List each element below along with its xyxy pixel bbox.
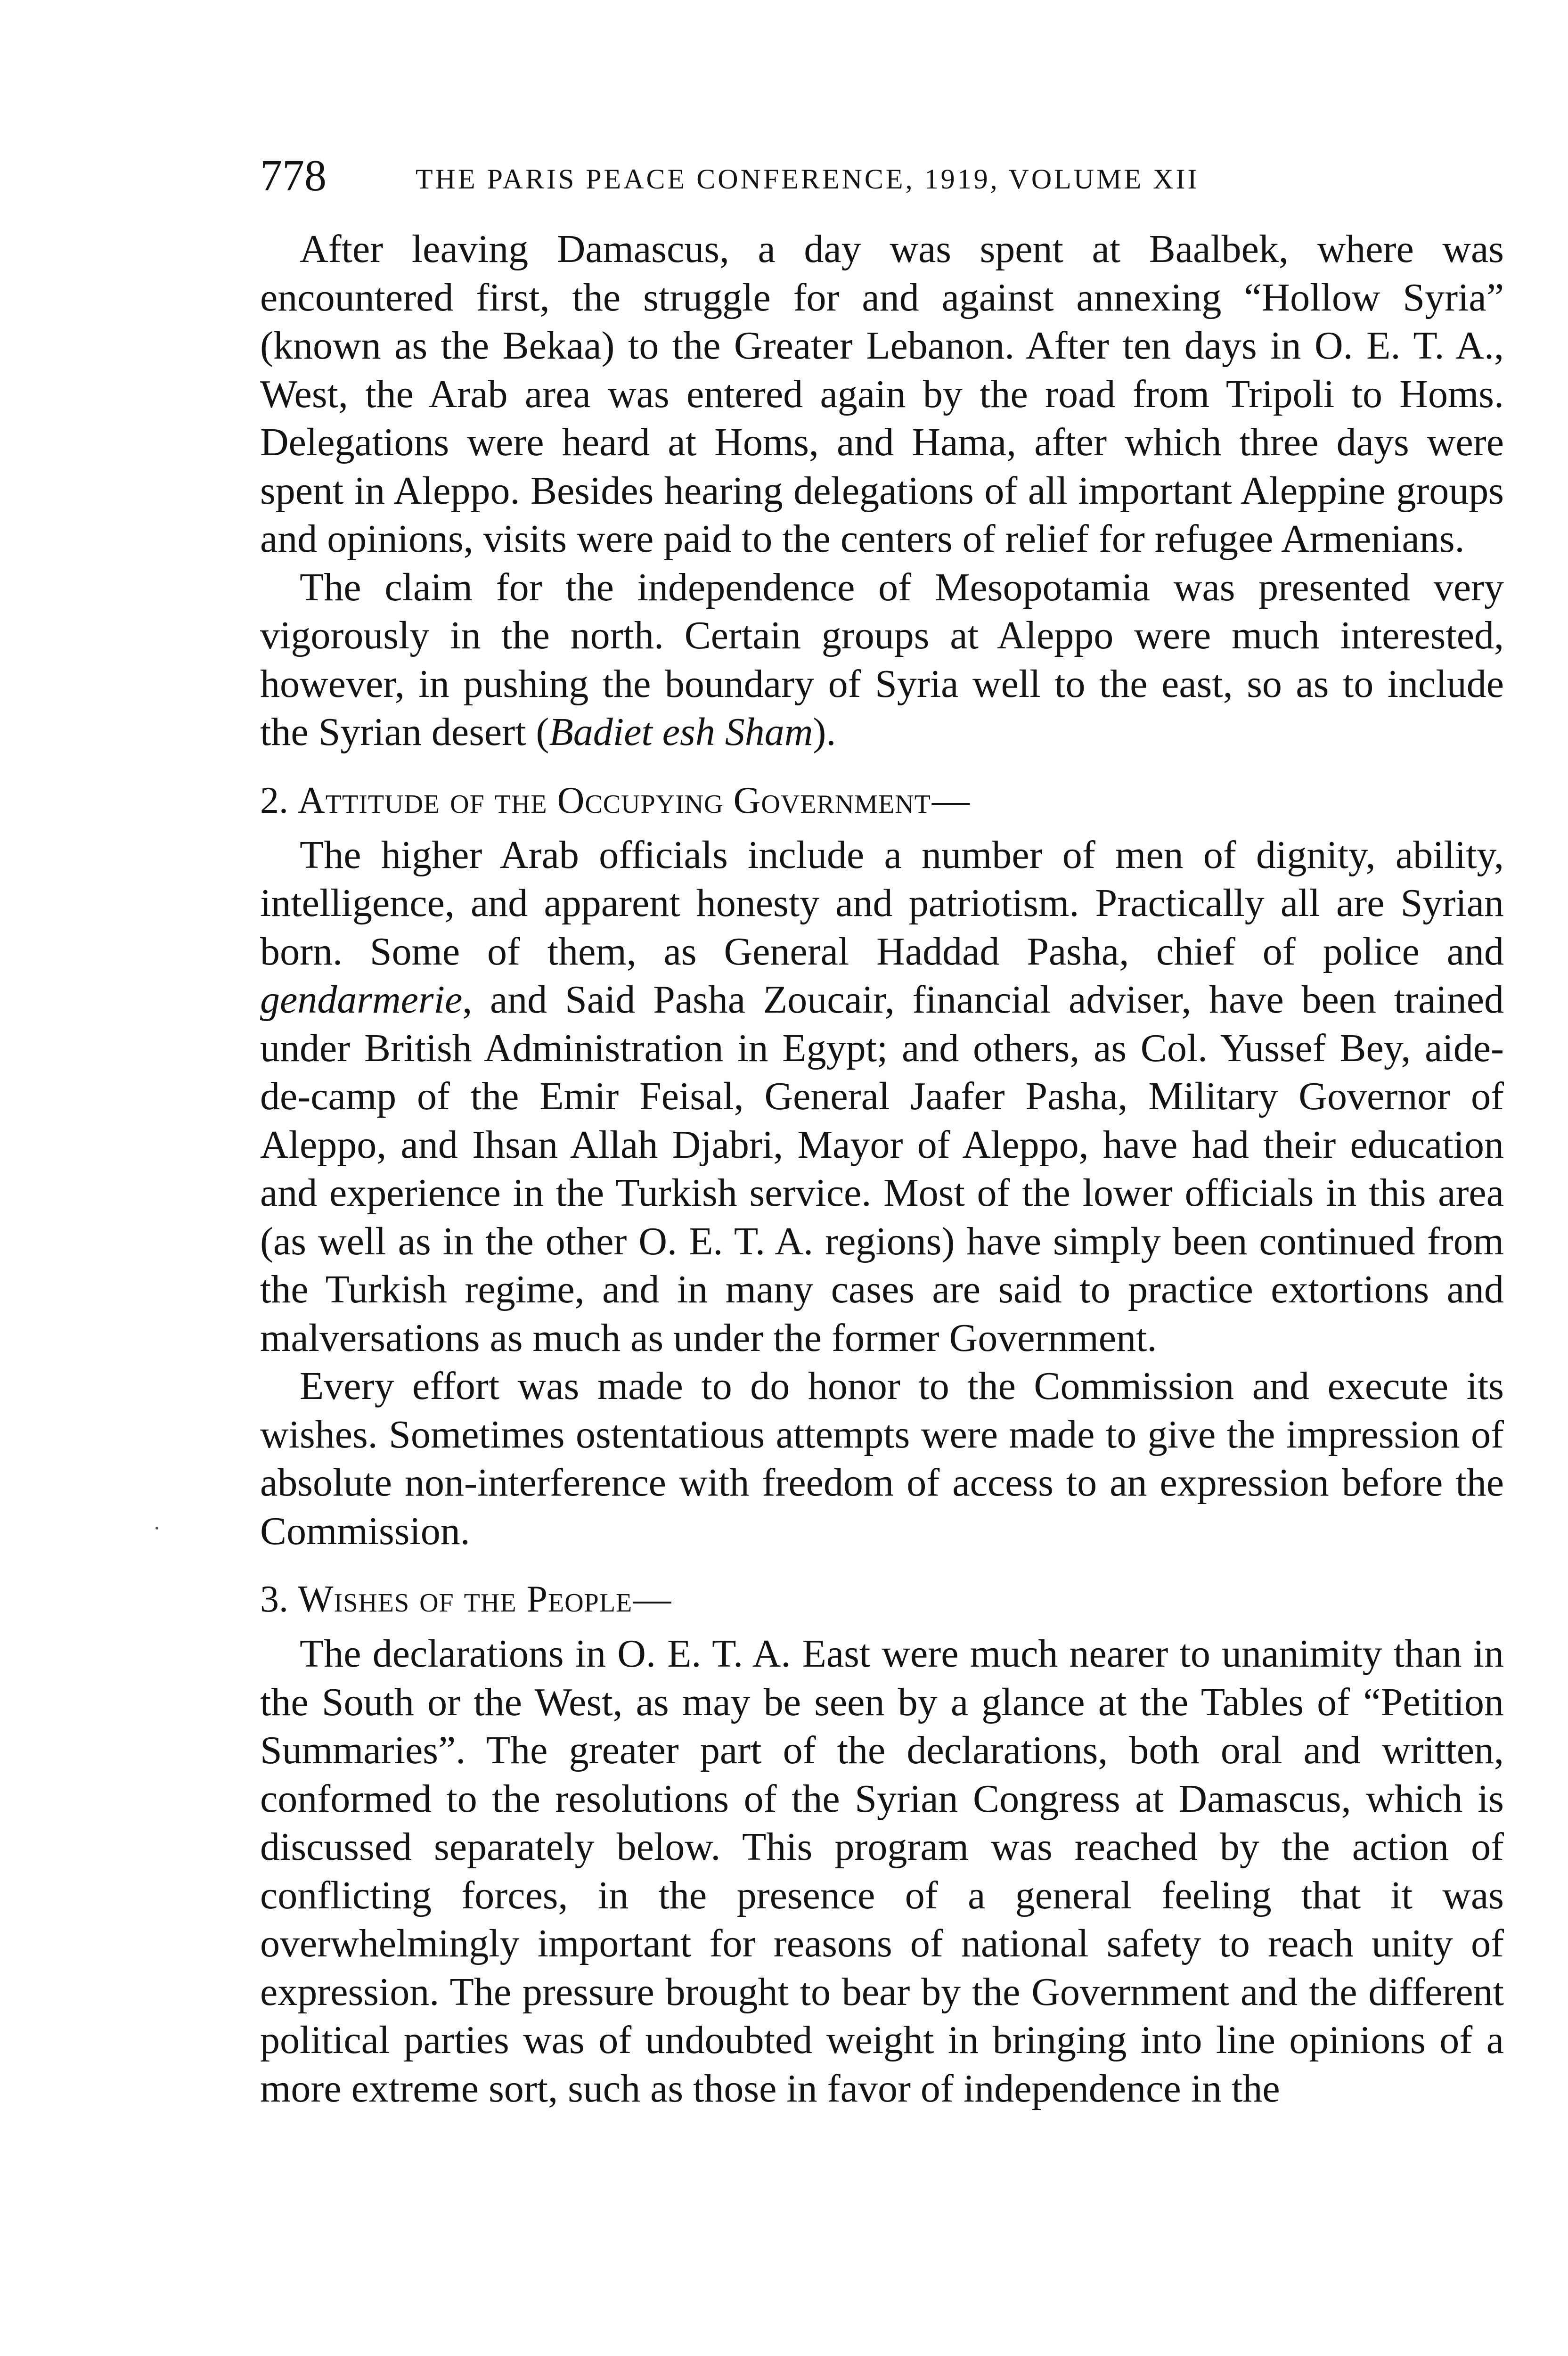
paper-speck (155, 1527, 158, 1530)
section-number: 2. (260, 779, 288, 821)
paragraph-mesopotamia (260, 564, 1504, 757)
section-title: Attitude of the Occupying Government (298, 779, 931, 821)
paragraph-mesopotamia-text: The claim for the independence of Mesopotamia was presented very vigorously in the north. Certain groups at Aleppo were much interested, however, in pushing the boundary of Syria well to the east, so as to include the Syrian desert ( (260, 565, 1504, 754)
paragraph-mesopotamia-end: ). (813, 710, 836, 754)
paragraph-arab-officials-end: , and Said Pasha Zoucair, financial adviser, have been trained under British Administration in Egypt; and others, as Col. Yussef Bey, aide-de-camp of the Emir Feisal, General Jaafer Pasha, Military Governor of Aleppo, and Ihsan Allah Djabri, Mayor of Aleppo, have had their education and experience in the Turkish service. Most of the lower officials in this area (as well as in the other O. E. T. A. regions) have simply been continued from the Turkish regime, and in many cases are said to practice extortions and malversations as much as under the former Government. (260, 978, 1504, 1360)
running-head (260, 150, 1504, 202)
section-heading-wishes (260, 1575, 1504, 1623)
section-number: 3. (260, 1579, 288, 1620)
paragraph-baalbek-aleppo: After leaving Damascus, a day was spent at Baalbek, where was encountered first, the struggle for and against annexing “Hollow Syria” (known as the Bekaa) to the Greater Lebanon. After ten days in O. E. T. A., West, the Arab area was entered again by the road from Tripoli to Homs. Delegations were heard at Homs, and Hama, after which three days were spent in Aleppo. Besides hearing delegations of all important Aleppine groups and opinions, visits were paid to the centers of relief for refugee Armenians. (260, 227, 1504, 561)
paragraph-every-effort: Every effort was made to do honor to the Commission and execute its wishes. Sometimes ostentatious attempts were made to give the impression of absolute non-interference with freedom of access to an expression before the Commission. (260, 1364, 1504, 1553)
section-title: Wishes of the People (298, 1579, 633, 1620)
section-heading-attitude (260, 777, 1504, 825)
paragraph-arab-officials-italic: gendarmerie (260, 978, 463, 1022)
paragraph-arab-officials-text: The higher Arab officials include a number of men of dignity, ability, intelligence, and apparent honesty and patriotism. Practically all are Syrian born. Some of them, as General Haddad Pasha, chief of police and (260, 833, 1504, 973)
running-title: THE PARIS PEACE CONFERENCE, 1919, VOLUME XII (416, 164, 1200, 195)
paragraph-declarations: The declarations in O. E. T. A. East were much nearer to unanimity than in the South or the West, as may be seen by a glance at the Tables of “Petition Summaries”. The greater part of the declarations, both oral and written, conformed to the resolutions of the Syrian Congress at Damascus, which is discussed separately below. This program was reached by the action of conflicting forces, in the presence of a general feeling that it was overwhelmingly important for reasons of national safety to reach unity of expression. The pressure brought to bear by the Government and the different political parties was of undoubted weight in bringing into line opinions of a more extreme sort, such as those in favor of independence in the (260, 1632, 1504, 2111)
body-text (260, 225, 1504, 2113)
page-number: 778 (260, 151, 327, 200)
paragraph-mesopotamia-italic: Badiet esh Sham (549, 710, 813, 754)
section-dash: — (633, 1579, 671, 1620)
paragraph-arab-officials (260, 831, 1504, 1363)
section-dash: — (931, 779, 970, 821)
